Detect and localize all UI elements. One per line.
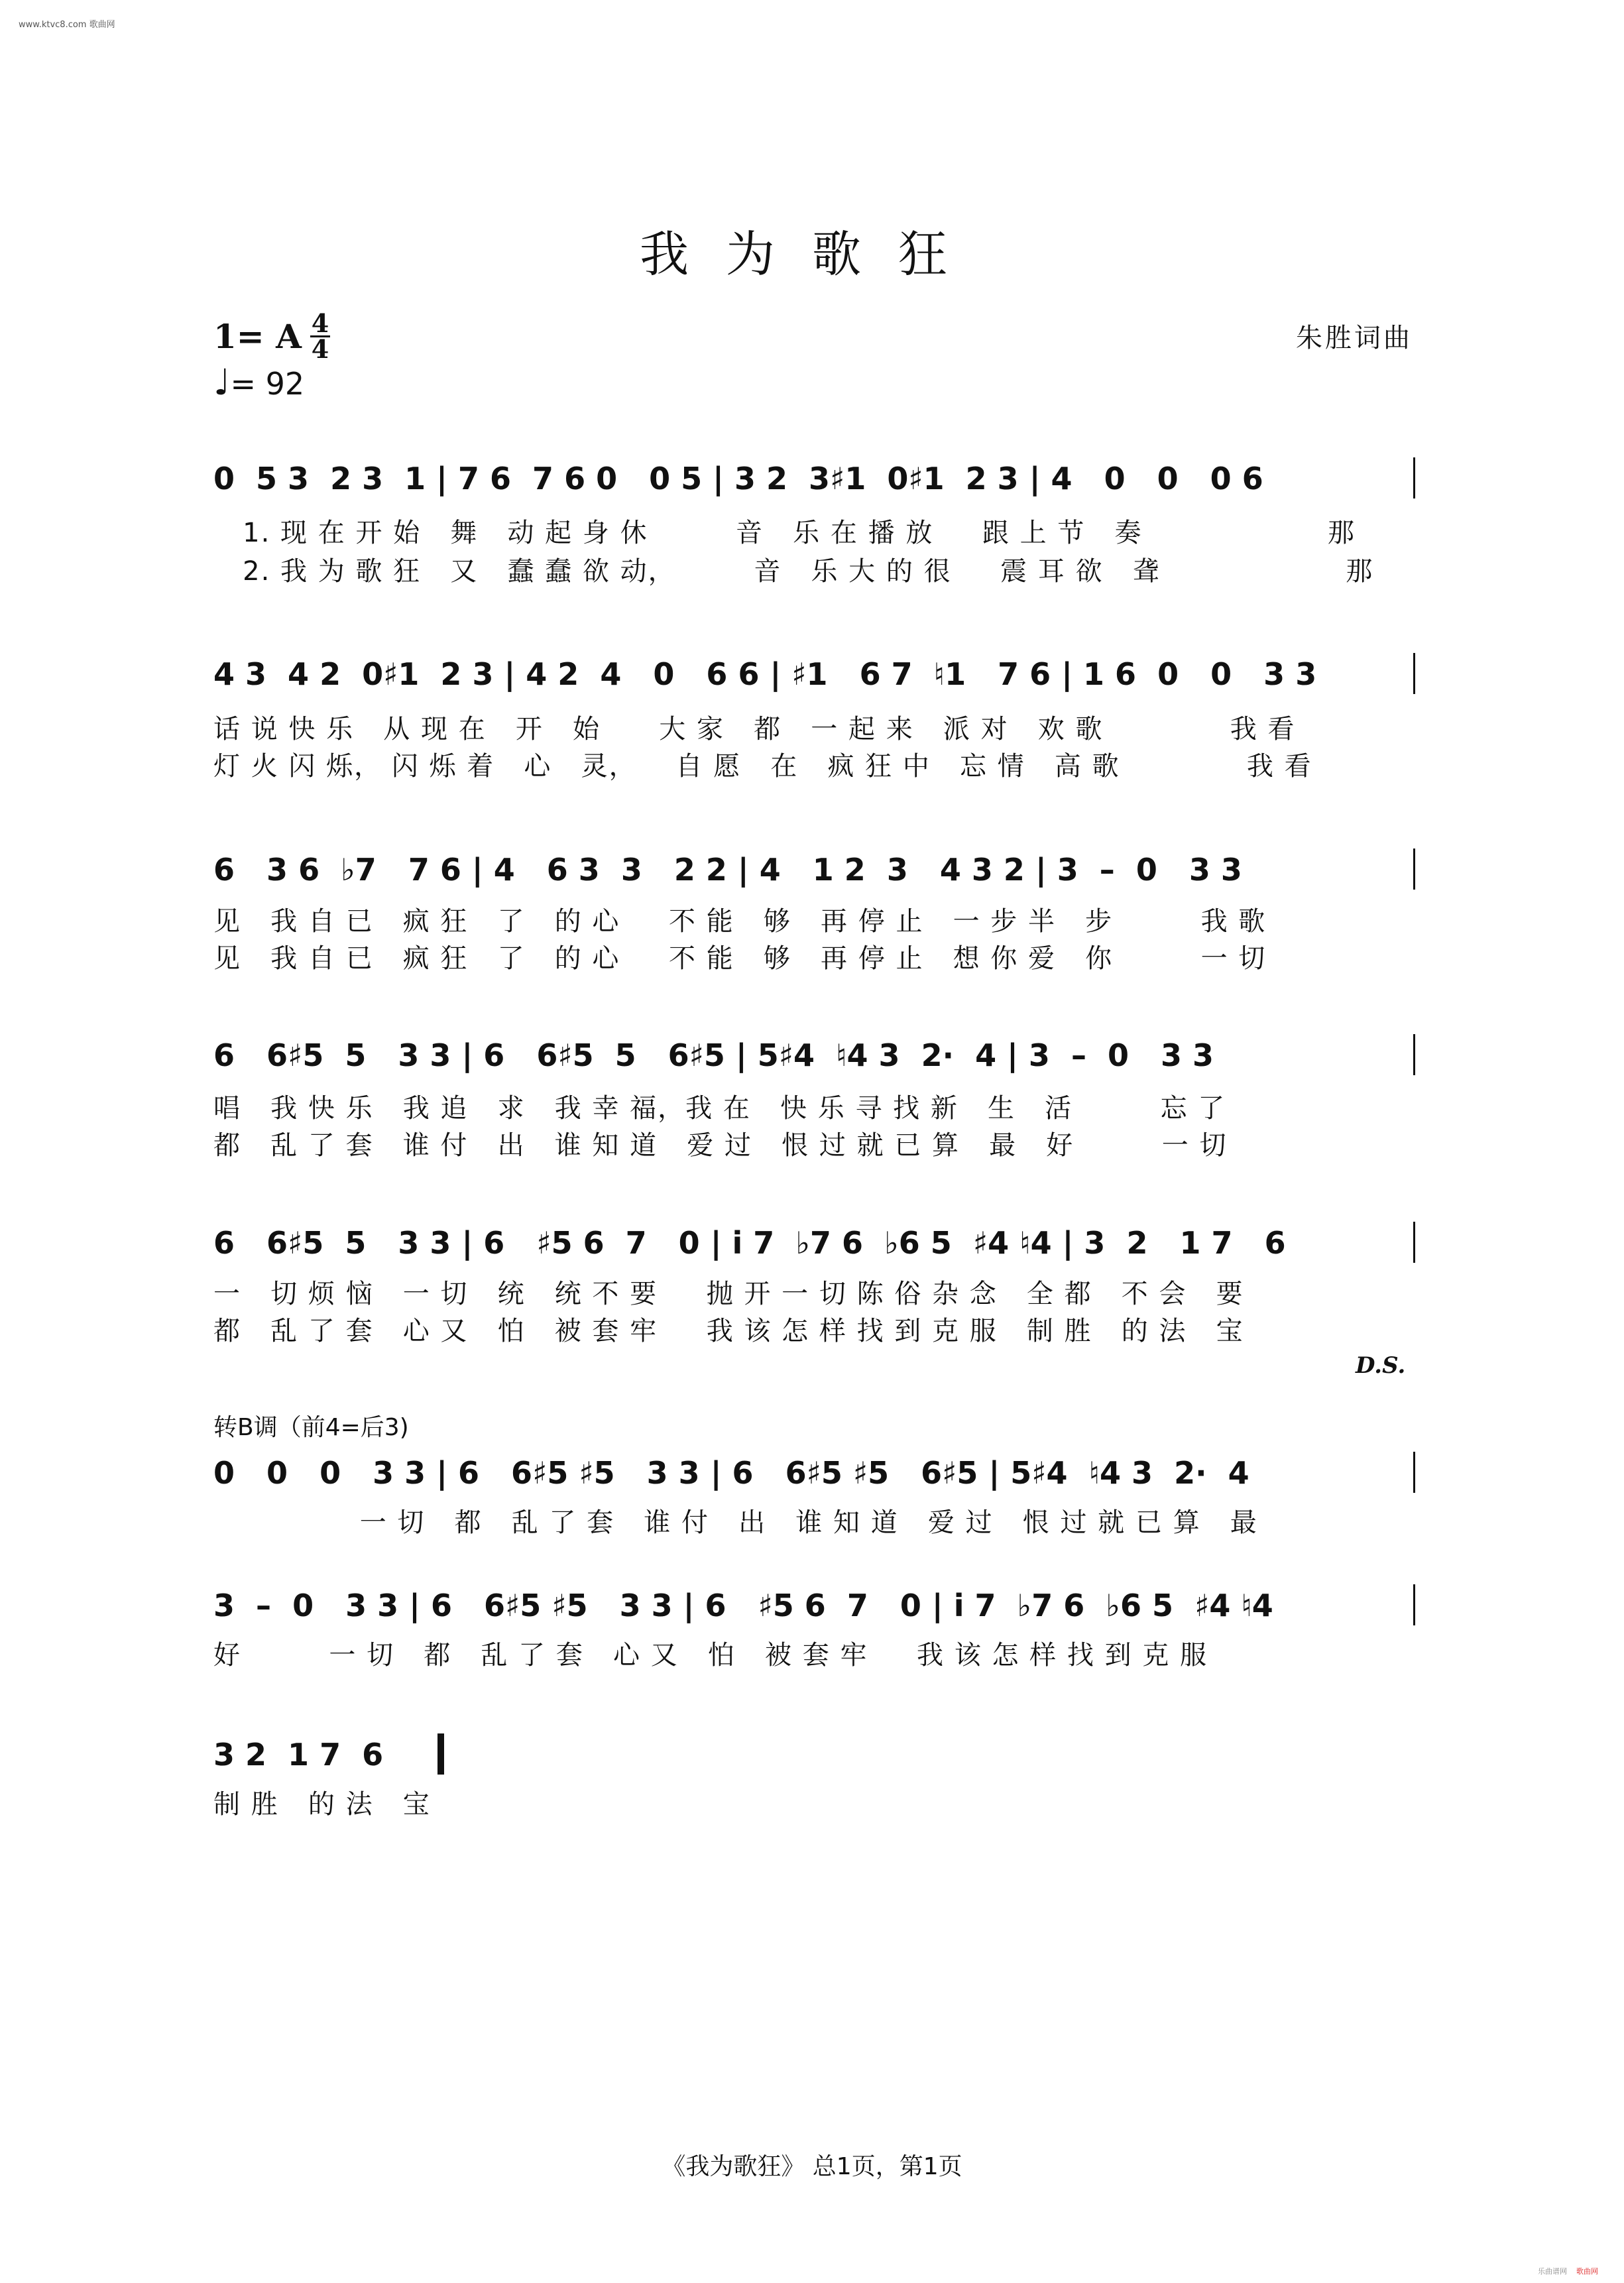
system-end-barline [1413, 653, 1415, 694]
lyric-line: 唱 我 快 乐 我 追 求 我 幸 福，我 在 快 乐 寻 找 新 生 活 忘 了 [213, 1093, 1226, 1124]
lyric-line: 见 我 自 已 疯 狂 了 的 心 不 能 够 再 停 止 想 你 爱 你 一 切 [213, 943, 1267, 974]
score-line: 6 3 6 ♭7 7 6 | 4 6 3 3 2 2 | 4 1 2 3 4 3 2 | 3 – 0 3 3 [213, 852, 1242, 888]
system-end-barline [1413, 1584, 1415, 1625]
site-watermark: www.ktvc8.com 歌曲网 [19, 20, 115, 30]
lyric-line: 都 乱 了 套 谁 付 出 谁 知 道 爱 过 恨 过 就 已 算 最 好 一 切 [213, 1130, 1228, 1161]
lyric-line: 制 胜 的 法 宝 [213, 1789, 431, 1820]
system-end-barline [1413, 1452, 1415, 1493]
lyric-line: 1. 现 在 开 始 舞 动 起 身 休 音 乐 在 播 放 跟 上 节 奏 那 [213, 518, 1356, 548]
lyric-line: 一 切 都 乱 了 套 谁 付 出 谁 知 道 爱 过 恨 过 就 已 算 最 [213, 1507, 1258, 1538]
score-line: 3 – 0 3 3 | 6 6♯5 ♯5 3 3 | 6 ♯5 6 7 0 | i 7 ♭7 6 ♭6 5 ♯4 ♮4 [213, 1588, 1273, 1623]
lyric-line: 好 一 切 都 乱 了 套 心 又 怕 被 套 牢 我 该 怎 样 找 到 克 服 [213, 1640, 1208, 1670]
score-line: 0 0 0 3 3 | 6 6♯5 ♯5 3 3 | 6 6♯5 ♯5 6♯5 | 5♯4 ♮4 3 2· 4 [213, 1455, 1249, 1491]
system-end-barline [1413, 1222, 1415, 1263]
quarter-note-icon: ♩ [213, 361, 231, 403]
final-barline [437, 1733, 444, 1775]
score-line: 0 5 3 2 3 1 | 7 6 7 6 0 0 5 | 3 2 3♯1 0♯1 2 3 | 4 0 0 0 6 [213, 461, 1263, 497]
corner-watermark-left: 乐曲谱网 [1538, 2267, 1567, 2276]
dal-segno-marking: D.S. [1356, 1352, 1406, 1379]
lyric-line: 都 乱 了 套 心 又 怕 被 套 牢 我 该 怎 样 找 到 克 服 制 胜 的 法 宝 [213, 1316, 1244, 1346]
tempo-value: = 92 [230, 366, 305, 402]
key-signature: 1= A [213, 317, 302, 356]
time-signature [310, 308, 330, 364]
composer-credit: 朱胜词曲 [1296, 323, 1413, 353]
system-end-barline [1413, 849, 1415, 890]
system-end-barline [1413, 457, 1415, 498]
tempo-marking [213, 361, 304, 403]
lyric-line: 灯 火 闪 烁， 闪 烁 着 心 灵， 自 愿 在 疯 狂 中 忘 情 高 歌 我 看 [213, 751, 1312, 782]
score-line: 6 6♯5 5 3 3 | 6 ♯5 6 7 0 | i 7 ♭7 6 ♭6 5 ♯4 ♮4 | 3 2 1 7 6 [213, 1225, 1286, 1261]
lyric-line: 见 我 自 已 疯 狂 了 的 心 不 能 够 再 停 止 一 步 半 步 我 歌 [213, 906, 1267, 937]
lyric-line: 2. 我 为 歌 狂 又 蠢 蠢 欲 动， 音 乐 大 的 很 震 耳 欲 聋 那 [213, 556, 1374, 587]
time-signature-bottom: 4 [311, 334, 329, 364]
page-footer: 《我为歌狂》 总1页，第1页 [662, 2153, 962, 2180]
modulation-note: 转B调（前4=后3) [213, 1414, 409, 1441]
score-line: 3 2 1 7 6 [213, 1737, 384, 1773]
score-line: 4 3 4 2 0♯1 2 3 | 4 2 4 0 6 6 | ♯1 6 7 ♮1 7 6 | 1 6 0 0 3 3 [213, 656, 1317, 692]
lyric-line: 话 说 快 乐 从 现 在 开 始 大 家 都 一 起 来 派 对 欢 歌 我 看 [213, 714, 1296, 744]
corner-watermark-right: 歌曲网 [1576, 2267, 1598, 2276]
song-title: 我为歌狂 [640, 226, 984, 283]
score-line: 6 6♯5 5 3 3 | 6 6♯5 5 6♯5 | 5♯4 ♮4 3 2· 4 | 3 – 0 3 3 [213, 1037, 1214, 1073]
time-signature-top: 4 [311, 308, 329, 338]
lyric-line: 一 切 烦 恼 一 切 统 统 不 要 抛 开 一 切 陈 俗 杂 念 全 都 不 会 要 [213, 1279, 1244, 1309]
system-end-barline [1413, 1034, 1415, 1075]
